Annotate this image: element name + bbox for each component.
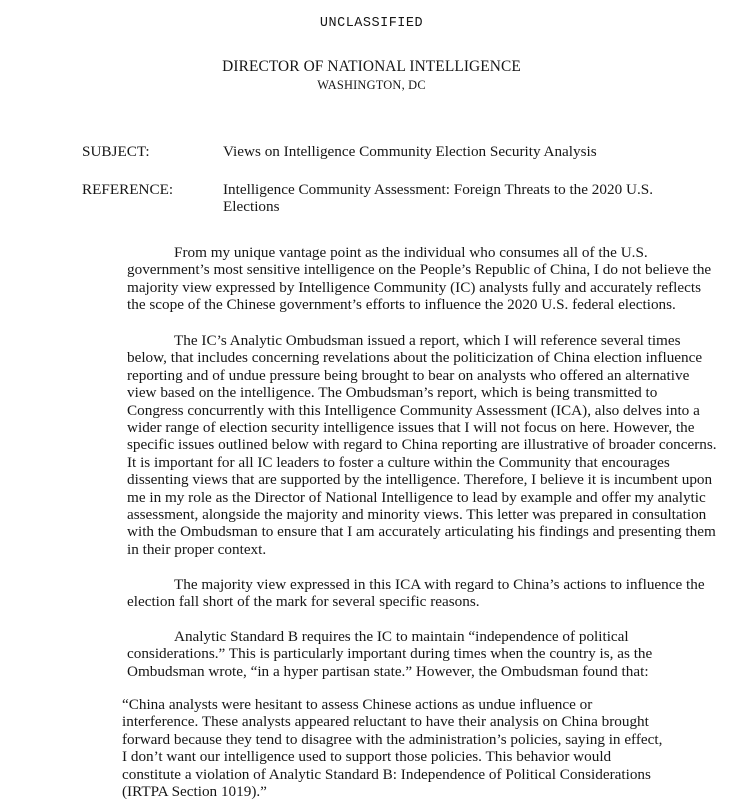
subject-label: SUBJECT: bbox=[82, 143, 150, 160]
paragraph-line: Analytic Standard B requires the IC to maintain “independence of political bbox=[174, 628, 629, 645]
paragraph-line: me in my role as the Director of National Intelligence to lead by example and offer my analytic bbox=[127, 488, 706, 506]
subject-value: Views on Intelligence Community Election Security Analysis bbox=[223, 143, 597, 160]
reference-label: REFERENCE: bbox=[82, 181, 174, 198]
block-quote bbox=[122, 696, 682, 800]
office-title: DIRECTOR OF NATIONAL INTELLIGENCE bbox=[222, 58, 521, 75]
paragraph-line: dissenting views that are supported by the intelligence. Therefore, I believe it is incumbent upon bbox=[127, 471, 713, 489]
classification-marking: UNCLASSIFIED bbox=[319, 16, 424, 31]
paragraph-4 bbox=[80, 628, 670, 680]
paragraph-line: Ombudsman wrote, “in a hyper partisan state.” However, the Ombudsman found that: bbox=[127, 662, 649, 680]
paragraph-line: wider range of election security intelligence issues that I will not focus on here. However, the bbox=[127, 419, 695, 437]
office-location: WASHINGTON, DC bbox=[317, 78, 426, 92]
paragraph-line: government’s most sensitive intelligence on the People’s Republic of China, I do not believe the bbox=[127, 261, 712, 279]
paragraph-line: election fall short of the mark for several specific reasons. bbox=[127, 593, 480, 611]
paragraph-line: majority view expressed by Intelligence Community (IC) analysts fully and accurately reflects bbox=[127, 278, 701, 296]
paragraph-line: the scope of the Chinese government’s efforts to influence the 2020 U.S. federal elections. bbox=[127, 296, 676, 314]
paragraph-line: assessment, alongside the majority and minority views. This letter was prepared in consultation bbox=[127, 506, 707, 524]
paragraph-line: in their proper context. bbox=[127, 540, 267, 558]
paragraph-1 bbox=[80, 244, 712, 314]
quote-line: “China analysts were hesitant to assess Chinese actions as undue influence or bbox=[122, 696, 593, 713]
paragraph-2 bbox=[80, 332, 717, 558]
paragraph-line: with the Ombudsman to ensure that I am accurately articulating his findings and presenting them bbox=[127, 523, 716, 541]
paragraph-line: From my unique vantage point as the individual who consumes all of the U.S. bbox=[174, 244, 648, 261]
paragraph-line: The majority view expressed in this ICA with regard to China’s actions to influence the bbox=[174, 576, 705, 593]
paragraph-line: reporting and of undue pressure being brought to bear on analysts who offered an alternative bbox=[127, 366, 690, 384]
paragraph-line: considerations.” This is particularly important during times when the country is, as the bbox=[127, 645, 653, 663]
quote-line: forward because they tend to disagree with the administration’s policies, saying in effect, bbox=[122, 730, 663, 748]
quote-line: (IRTPA Section 1019).” bbox=[122, 783, 267, 800]
paragraph-3 bbox=[80, 576, 705, 611]
paragraph-line: The IC’s Analytic Ombudsman issued a report, which I will reference several times bbox=[174, 332, 681, 349]
reference-value bbox=[223, 181, 653, 216]
quote-line: constitute a violation of Analytic Standard B: Independence of Political Considerations bbox=[122, 765, 651, 783]
paragraph-line: view based on the intelligence. The Ombudsman’s report, which is being transmitted to bbox=[127, 384, 658, 402]
reference-line: Intelligence Community Assessment: Foreign Threats to the 2020 U.S. bbox=[223, 181, 653, 198]
paragraph-line: specific issues outlined below with regard to China reporting are illustrative of broader concerns. bbox=[127, 436, 717, 454]
paragraph-line: It is important for all IC leaders to foster a culture within the Community that encourages bbox=[127, 453, 670, 471]
reference-line: Elections bbox=[223, 198, 280, 216]
quote-line: I don’t want our intelligence used to support those policies. This behavior would bbox=[122, 748, 612, 766]
paragraph-line: below, that includes concerning revelations about the politicization of China election influence bbox=[127, 349, 703, 367]
paragraph-line: Congress concurrently with this Intelligence Community Assessment (ICA), also delves into a bbox=[127, 401, 700, 419]
quote-line: interference. These analysts appeared reluctant to have their analysis on China brought bbox=[122, 713, 649, 731]
